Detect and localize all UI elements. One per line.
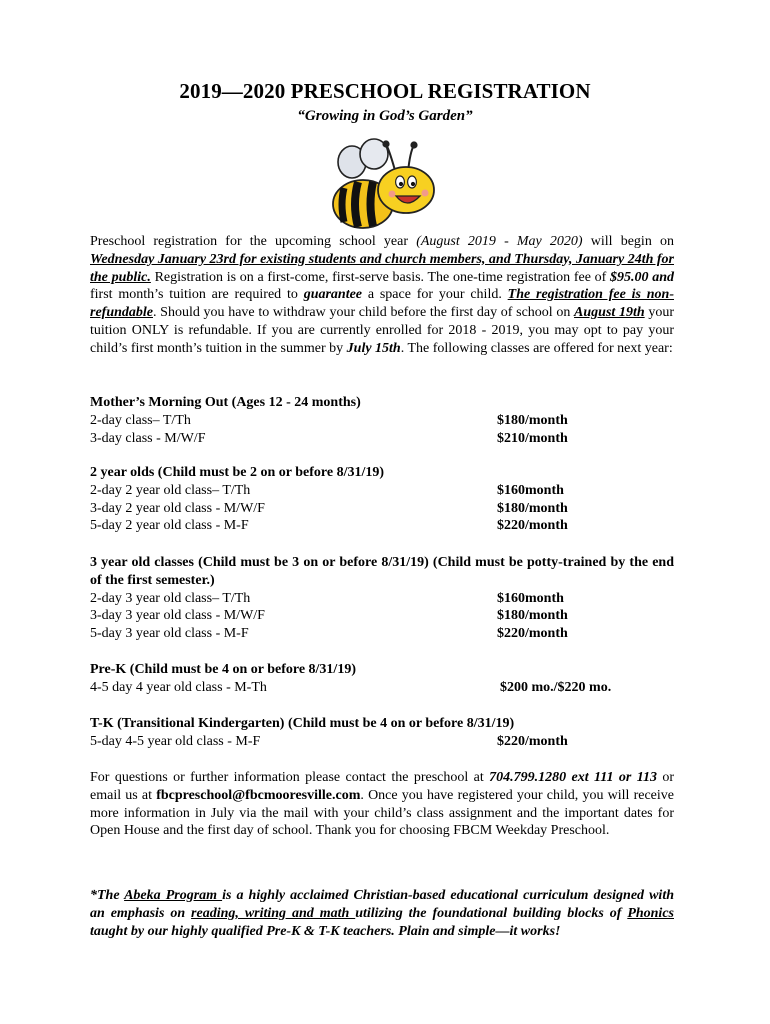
class-row	[90, 733, 674, 751]
class-price: $160month	[497, 482, 564, 498]
class-section-mmo	[90, 394, 674, 447]
section-heading: T-K (Transitional Kindergarten) (Child must be 4 on or before 8/31/19)	[90, 716, 515, 731]
contact-email: fbcpreschool@fbcmooresville.com	[156, 787, 361, 803]
class-price: $180/month	[497, 608, 568, 624]
class-price: $180/month	[497, 500, 568, 516]
class-row	[90, 607, 674, 625]
class-price: $160month	[497, 590, 564, 606]
class-label: 4-5 day 4 year old class - M-Th	[90, 679, 267, 695]
intro-paragraph: Preschool registration for the upcoming school year (August 2019 - May 2020) will begin on Wednesday January 23rd for existing students and church members, and Thursday, January 24th for the public. Registration is on a first-come, first-serve basis. The one-time registration fee of $95.00 and first month’s tuition are required to guarantee a space for your child. The registration fee is non-refundable. Should you have to withdraw your child before the first day of school on August 19th your tuition ONLY is refundable. If you are currently enrolled for 2018 - 2019, you may opt to pay your child’s first month’s tuition in the summer by July 15th. The following classes are offered for next year:	[90, 234, 674, 356]
registration-fee: $95.00 and	[610, 269, 674, 285]
class-row	[90, 679, 674, 697]
class-label: 5-day 3 year old class - M-F	[90, 626, 249, 642]
class-label: 2-day 3 year old class– T/Th	[90, 590, 251, 606]
bee-mascot-icon	[330, 138, 448, 233]
class-row	[90, 482, 674, 500]
class-price: $220/month	[497, 626, 568, 642]
class-price: $210/month	[497, 430, 568, 446]
class-row	[90, 625, 674, 643]
class-label: 3-day 2 year old class - M/W/F	[90, 500, 265, 516]
contact-paragraph: For questions or further information please contact the preschool at 704.799.1280 ext 111 or 113 or email us at fbcpreschool@fbcmooresville.com. Once you have registered your child, you will receive more information in July via the mail with your child’s class assignment and the important dates for Open House and the first day of school. Thank you for choosing FBCM Weekday Preschool.	[90, 770, 674, 839]
class-row	[90, 517, 674, 535]
class-row	[90, 430, 674, 448]
class-section-2yr	[90, 464, 674, 535]
section-heading: Mother’s Morning Out (Ages 12 - 24 months)	[90, 395, 361, 410]
class-row	[90, 412, 674, 430]
page-title: 2019—2020 PRESCHOOL REGISTRATION	[179, 79, 591, 103]
class-price: $180/month	[497, 412, 568, 428]
class-label: 3-day class - M/W/F	[90, 430, 206, 446]
page-subtitle: “Growing in God’s Garden”	[297, 108, 473, 124]
class-section-3yr	[90, 554, 674, 643]
class-label: 3-day 3 year old class - M/W/F	[90, 608, 265, 624]
class-label: 5-day 2 year old class - M-F	[90, 518, 249, 534]
class-row	[90, 590, 674, 608]
class-label: 2-day 2 year old class– T/Th	[90, 482, 251, 498]
abeka-note: *The Abeka Program is a highly acclaimed Christian-based educational curriculum designed with an emphasis on reading, writing and math utilizing the foundational building blocks of Phonics taught by our highly qualified Pre-K & T-K teachers. Plain and simple—it works!	[90, 888, 674, 939]
contact-phone: 704.799.1280 ext 111 or 113	[489, 770, 657, 785]
class-price: $200 mo./$220 mo.	[500, 679, 612, 695]
registration-dates: Wednesday January 23rd for existing students and church members, and Thursday, January 24th for the public.	[90, 251, 674, 285]
class-label: 5-day 4-5 year old class - M-F	[90, 733, 261, 749]
section-heading: Pre-K (Child must be 4 on or before 8/31/19)	[90, 662, 356, 677]
class-section-prek	[90, 661, 674, 697]
class-price: $220/month	[497, 518, 568, 534]
section-heading: 3 year old classes (Child must be 3 on or before 8/31/19) (Child must be potty-trained by the end of the first semester.)	[90, 555, 674, 588]
section-heading: 2 year olds (Child must be 2 on or before 8/31/19)	[90, 465, 385, 480]
non-refundable-notice: The registration fee is non-refundable	[90, 287, 674, 321]
class-section-tk	[90, 715, 674, 751]
class-label: 2-day class– T/Th	[90, 412, 191, 428]
class-row	[90, 500, 674, 518]
class-price: $220/month	[497, 733, 568, 749]
